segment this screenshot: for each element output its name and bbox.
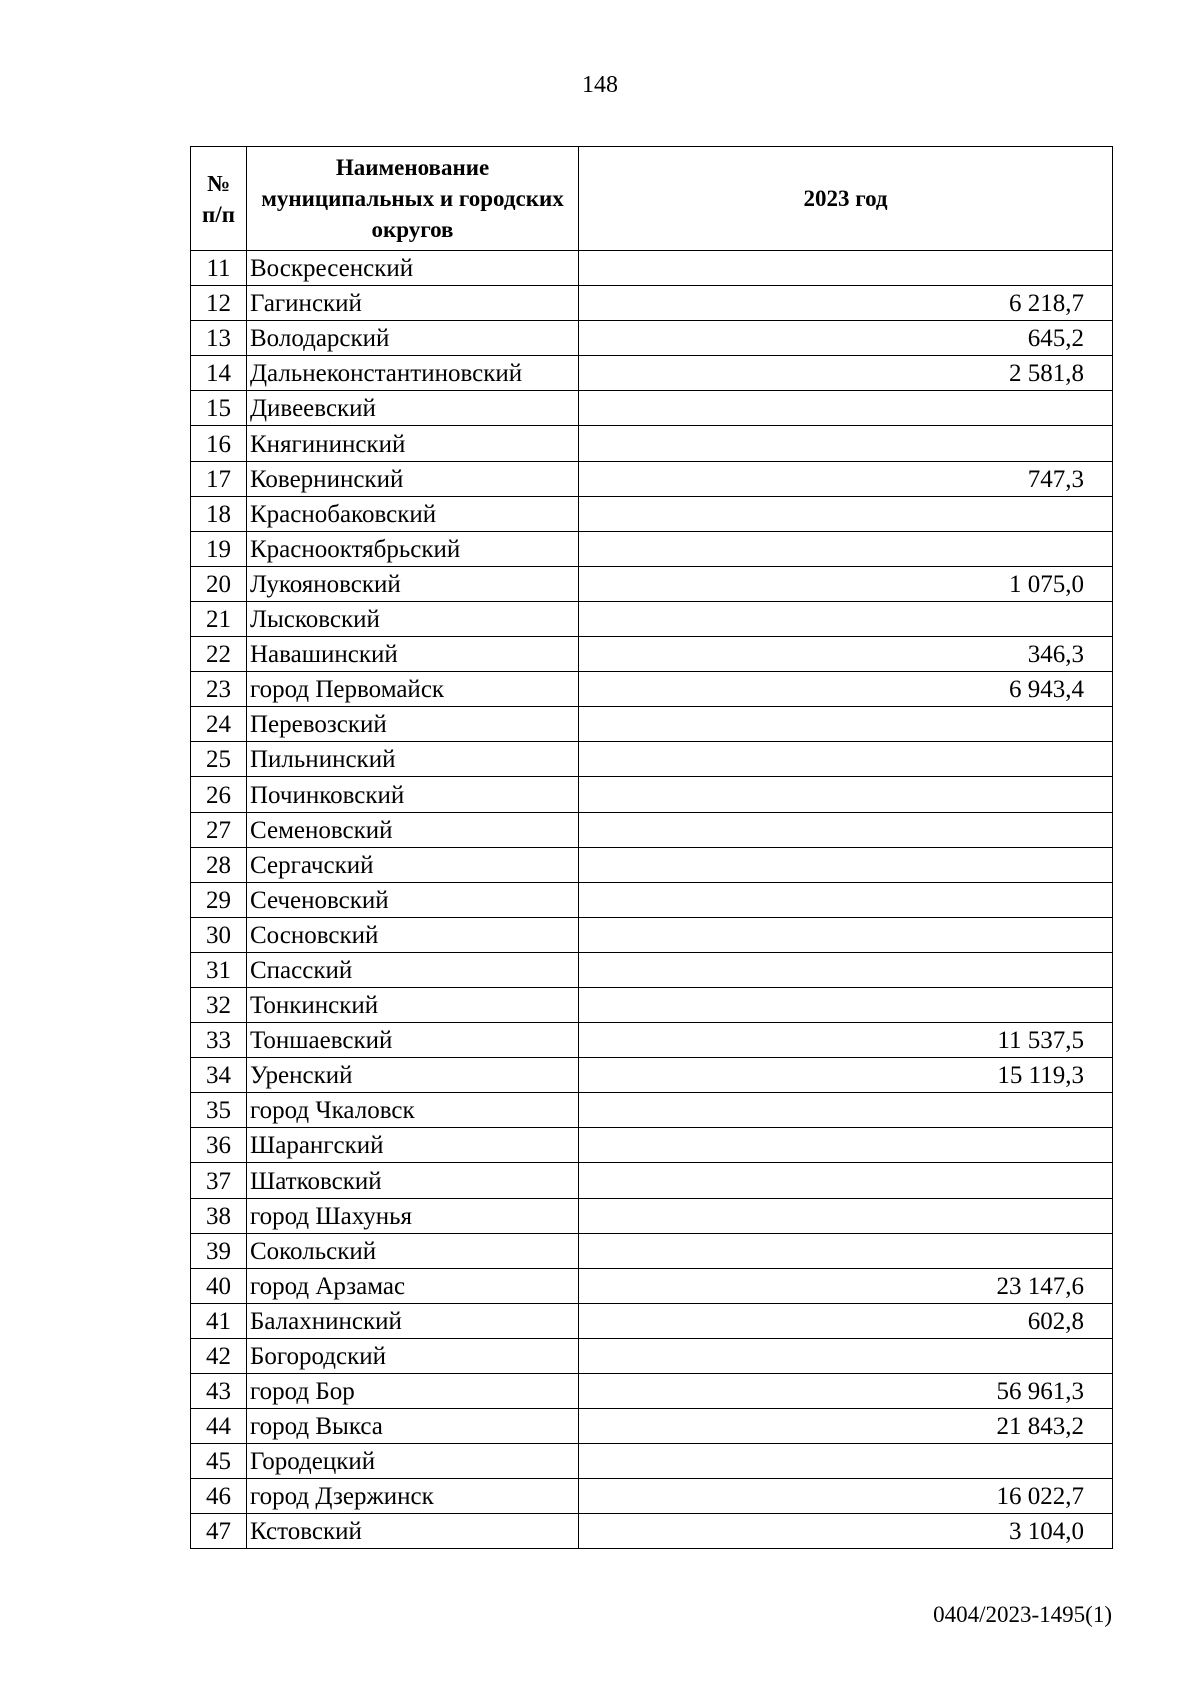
row-value bbox=[579, 742, 1113, 777]
row-value: 6 943,4 bbox=[579, 672, 1113, 707]
table-row bbox=[191, 812, 1113, 847]
row-value bbox=[579, 987, 1113, 1022]
row-name: город Выкса bbox=[247, 1409, 579, 1444]
row-value bbox=[579, 952, 1113, 987]
row-name: Дальнеконстантиновский bbox=[247, 356, 579, 391]
row-value: 747,3 bbox=[579, 461, 1113, 496]
row-number: 44 bbox=[191, 1409, 247, 1444]
row-name: Воскресенский bbox=[247, 251, 579, 286]
row-value bbox=[579, 1233, 1113, 1268]
row-value: 23 147,6 bbox=[579, 1268, 1113, 1303]
header-number: № п/п bbox=[191, 147, 247, 251]
row-name: Шарангский bbox=[247, 1128, 579, 1163]
row-name: Городецкий bbox=[247, 1444, 579, 1479]
row-number: 40 bbox=[191, 1268, 247, 1303]
row-number: 12 bbox=[191, 286, 247, 321]
row-number: 25 bbox=[191, 742, 247, 777]
table-row bbox=[191, 1303, 1113, 1338]
table-row bbox=[191, 286, 1113, 321]
table-row bbox=[191, 356, 1113, 391]
row-value: 1 075,0 bbox=[579, 566, 1113, 601]
row-value bbox=[579, 391, 1113, 426]
row-value bbox=[579, 847, 1113, 882]
table-row bbox=[191, 391, 1113, 426]
row-value bbox=[579, 1128, 1113, 1163]
row-number: 35 bbox=[191, 1093, 247, 1128]
row-number: 19 bbox=[191, 531, 247, 566]
table-row bbox=[191, 1338, 1113, 1373]
row-name: Княгининский bbox=[247, 426, 579, 461]
row-number: 18 bbox=[191, 496, 247, 531]
row-number: 45 bbox=[191, 1444, 247, 1479]
row-name: город Чкаловск bbox=[247, 1093, 579, 1128]
row-name: город Арзамас bbox=[247, 1268, 579, 1303]
row-number: 32 bbox=[191, 987, 247, 1022]
row-name: Сеченовский bbox=[247, 882, 579, 917]
row-name: город Первомайск bbox=[247, 672, 579, 707]
row-value: 602,8 bbox=[579, 1303, 1113, 1338]
table-row bbox=[191, 531, 1113, 566]
table-row bbox=[191, 1128, 1113, 1163]
row-name: Кстовский bbox=[247, 1514, 579, 1549]
table-row bbox=[191, 461, 1113, 496]
row-number: 33 bbox=[191, 1023, 247, 1058]
row-name: Семеновский bbox=[247, 812, 579, 847]
row-value: 2 581,8 bbox=[579, 356, 1113, 391]
row-value bbox=[579, 707, 1113, 742]
row-number: 27 bbox=[191, 812, 247, 847]
row-name: Балахнинский bbox=[247, 1303, 579, 1338]
table-row bbox=[191, 1444, 1113, 1479]
row-name: Тоншаевский bbox=[247, 1023, 579, 1058]
table-row bbox=[191, 742, 1113, 777]
row-value bbox=[579, 882, 1113, 917]
row-value bbox=[579, 601, 1113, 636]
row-number: 41 bbox=[191, 1303, 247, 1338]
row-value: 15 119,3 bbox=[579, 1058, 1113, 1093]
row-name: город Шахунья bbox=[247, 1198, 579, 1233]
table-row bbox=[191, 251, 1113, 286]
table-row bbox=[191, 1374, 1113, 1409]
row-name: Лысковский bbox=[247, 601, 579, 636]
row-value: 6 218,7 bbox=[579, 286, 1113, 321]
table-row bbox=[191, 426, 1113, 461]
table-row bbox=[191, 952, 1113, 987]
table-row bbox=[191, 987, 1113, 1022]
row-value: 56 961,3 bbox=[579, 1374, 1113, 1409]
table-row bbox=[191, 1163, 1113, 1198]
row-number: 13 bbox=[191, 321, 247, 356]
row-value bbox=[579, 1444, 1113, 1479]
table-row bbox=[191, 1268, 1113, 1303]
row-value bbox=[579, 777, 1113, 812]
row-name: город Бор bbox=[247, 1374, 579, 1409]
row-name: Володарский bbox=[247, 321, 579, 356]
table-row bbox=[191, 1058, 1113, 1093]
table-body bbox=[191, 251, 1113, 1549]
row-name: Дивеевский bbox=[247, 391, 579, 426]
row-value bbox=[579, 1338, 1113, 1373]
row-number: 38 bbox=[191, 1198, 247, 1233]
row-value bbox=[579, 812, 1113, 847]
table-row bbox=[191, 566, 1113, 601]
row-number: 21 bbox=[191, 601, 247, 636]
row-value bbox=[579, 426, 1113, 461]
row-name: Навашинский bbox=[247, 637, 579, 672]
row-number: 22 bbox=[191, 637, 247, 672]
document-code: 0404/2023-1495(1) bbox=[933, 1602, 1112, 1627]
header-value: 2023 год bbox=[579, 147, 1113, 251]
row-value bbox=[579, 1198, 1113, 1233]
row-number: 14 bbox=[191, 356, 247, 391]
row-number: 36 bbox=[191, 1128, 247, 1163]
row-value: 645,2 bbox=[579, 321, 1113, 356]
row-name: Краснооктябрьский bbox=[247, 531, 579, 566]
row-number: 15 bbox=[191, 391, 247, 426]
row-number: 42 bbox=[191, 1338, 247, 1373]
row-name: Уренский bbox=[247, 1058, 579, 1093]
row-value: 346,3 bbox=[579, 637, 1113, 672]
row-name: Гагинский bbox=[247, 286, 579, 321]
row-number: 20 bbox=[191, 566, 247, 601]
table-row bbox=[191, 1514, 1113, 1549]
row-number: 24 bbox=[191, 707, 247, 742]
row-name: Сосновский bbox=[247, 917, 579, 952]
row-value bbox=[579, 496, 1113, 531]
row-name: город Дзержинск bbox=[247, 1479, 579, 1514]
page-number: 148 bbox=[582, 72, 618, 98]
table-row bbox=[191, 1409, 1113, 1444]
row-name: Пильнинский bbox=[247, 742, 579, 777]
row-number: 11 bbox=[191, 251, 247, 286]
table-row bbox=[191, 496, 1113, 531]
row-value bbox=[579, 917, 1113, 952]
table-header-row bbox=[191, 147, 1113, 251]
row-name: Ковернинский bbox=[247, 461, 579, 496]
data-table bbox=[190, 146, 1113, 1549]
row-number: 47 bbox=[191, 1514, 247, 1549]
row-number: 31 bbox=[191, 952, 247, 987]
row-number: 30 bbox=[191, 917, 247, 952]
table-row bbox=[191, 321, 1113, 356]
row-value bbox=[579, 531, 1113, 566]
row-number: 46 bbox=[191, 1479, 247, 1514]
table-row bbox=[191, 707, 1113, 742]
table-row bbox=[191, 1233, 1113, 1268]
row-number: 37 bbox=[191, 1163, 247, 1198]
table-row bbox=[191, 1023, 1113, 1058]
row-value bbox=[579, 1093, 1113, 1128]
row-name: Лукояновский bbox=[247, 566, 579, 601]
row-name: Тонкинский bbox=[247, 987, 579, 1022]
row-number: 29 bbox=[191, 882, 247, 917]
row-number: 28 bbox=[191, 847, 247, 882]
row-name: Спасский bbox=[247, 952, 579, 987]
row-number: 39 bbox=[191, 1233, 247, 1268]
table-row bbox=[191, 601, 1113, 636]
row-number: 17 bbox=[191, 461, 247, 496]
row-value: 11 537,5 bbox=[579, 1023, 1113, 1058]
table-row bbox=[191, 1093, 1113, 1128]
table-row bbox=[191, 672, 1113, 707]
table-row bbox=[191, 917, 1113, 952]
row-name: Богородский bbox=[247, 1338, 579, 1373]
row-value: 21 843,2 bbox=[579, 1409, 1113, 1444]
row-number: 26 bbox=[191, 777, 247, 812]
row-name: Сергачский bbox=[247, 847, 579, 882]
table-row bbox=[191, 777, 1113, 812]
row-number: 23 bbox=[191, 672, 247, 707]
row-name: Починковский bbox=[247, 777, 579, 812]
table-row bbox=[191, 882, 1113, 917]
row-value bbox=[579, 251, 1113, 286]
row-name: Перевозский bbox=[247, 707, 579, 742]
row-name: Шатковский bbox=[247, 1163, 579, 1198]
row-name: Краснобаковский bbox=[247, 496, 579, 531]
row-number: 43 bbox=[191, 1374, 247, 1409]
header-name: Наименование муниципальных и городских округов bbox=[247, 147, 579, 251]
row-number: 16 bbox=[191, 426, 247, 461]
row-name: Сокольский bbox=[247, 1233, 579, 1268]
row-value bbox=[579, 1163, 1113, 1198]
row-value: 16 022,7 bbox=[579, 1479, 1113, 1514]
table-row bbox=[191, 1198, 1113, 1233]
table-row bbox=[191, 637, 1113, 672]
row-value: 3 104,0 bbox=[579, 1514, 1113, 1549]
table-row bbox=[191, 1479, 1113, 1514]
table-row bbox=[191, 847, 1113, 882]
row-number: 34 bbox=[191, 1058, 247, 1093]
